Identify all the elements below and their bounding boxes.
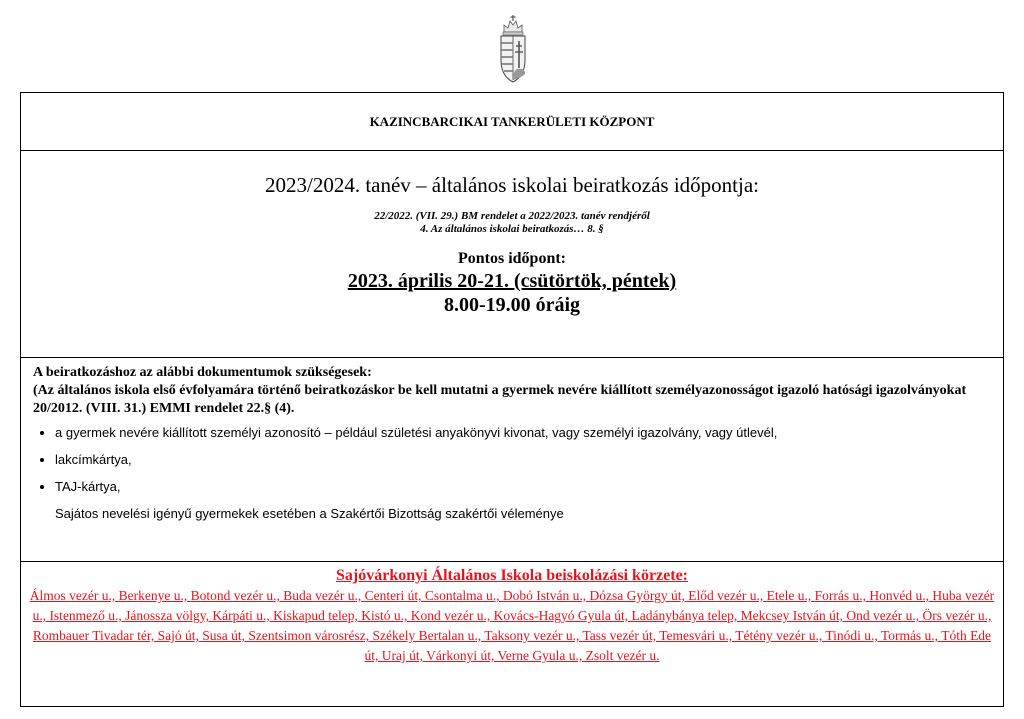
list-item: • a gyermek nevére kiállított személyi azonosító – például születési anyakönyvi kivonat, vagy személyi igazolvány, vagy útlevél, — [55, 424, 991, 442]
list-item: • lakcímkártya, — [55, 451, 991, 469]
document-frame — [20, 92, 1004, 707]
special-needs-note: Sajátos nevelési igényű gyermekek esetében a Szakértői Bizottság szakértői véleménye — [55, 506, 564, 521]
enrollment-hours: 8.00-19.00 óráig — [443, 294, 581, 316]
documents-heading: A beiratkozáshoz az alábbi dokumentumok szükségesek: — [33, 365, 372, 380]
enrollment-section — [21, 151, 1003, 358]
regulation-reference — [21, 210, 1003, 236]
regulation-line-1: 22/2022. (VII. 29.) BM rendelet a 2022/2023. tanév rendjéről — [374, 210, 650, 222]
district-title: Sajóvárkonyi Általános Iskola beiskolázási körzete: — [335, 567, 688, 584]
hungarian-coat-of-arms-icon — [496, 12, 530, 84]
documents-list — [33, 424, 991, 496]
district-streets: Álmos vezér u., Berkenye u., Botond vezér u., Buda vezér u., Centeri út, Csontalma u., Dobó István u., Dózsa György út, Előd vezér u., Etele u., Forrás u., Honvéd u., Huba vezér u., Istenmező u., Jánossza völgy, Kárpáti u., Kiskapud telep, Kistó u., Kond vezér u., Kovács-Hagyó Gyula út, Ladánybánya telep, Mekcsey István út, Ond vezér u., Örs vezér u., Rombauer Tivadar tér, Sajó út, Susa út, Szentsimon városrész, Székely Bertalan u., Taksony vezér u., Tass vezér út, Temesvári u., Tétény vezér u., Tinódi u., Tormás u., Tóth Ede út, Uraj út, Várkonyi út, Verne Gyula u., Zsolt vezér u. — [29, 588, 995, 663]
exact-time-label: Pontos időpont: — [457, 250, 567, 267]
regulation-line-2: 4. Az általános iskolai beiratkozás… 8. § — [420, 223, 604, 235]
organization-name: KAZINCBARCIKAI TANKERÜLETI KÖZPONT — [369, 113, 655, 129]
enrollment-date: 2023. április 20-21. (csütörtök, péntek) — [347, 270, 677, 292]
enrollment-title: 2023/2024. tanév – általános iskolai beiratkozás időpontja: — [265, 173, 759, 197]
documents-section — [21, 358, 1003, 562]
district-section — [21, 562, 1003, 706]
legal-note: (Az általános iskola első évfolyamára történő beiratkozáskor be kell mutatni a gyermek nevére kiállított személyazonosságot igazoló hatósági igazolványokat 20/2012. (VIII. 31.) EMMI rendelet 22.§ (4). — [33, 383, 967, 416]
list-item: • TAJ-kártya, — [55, 478, 991, 496]
organization-header — [21, 93, 1003, 151]
